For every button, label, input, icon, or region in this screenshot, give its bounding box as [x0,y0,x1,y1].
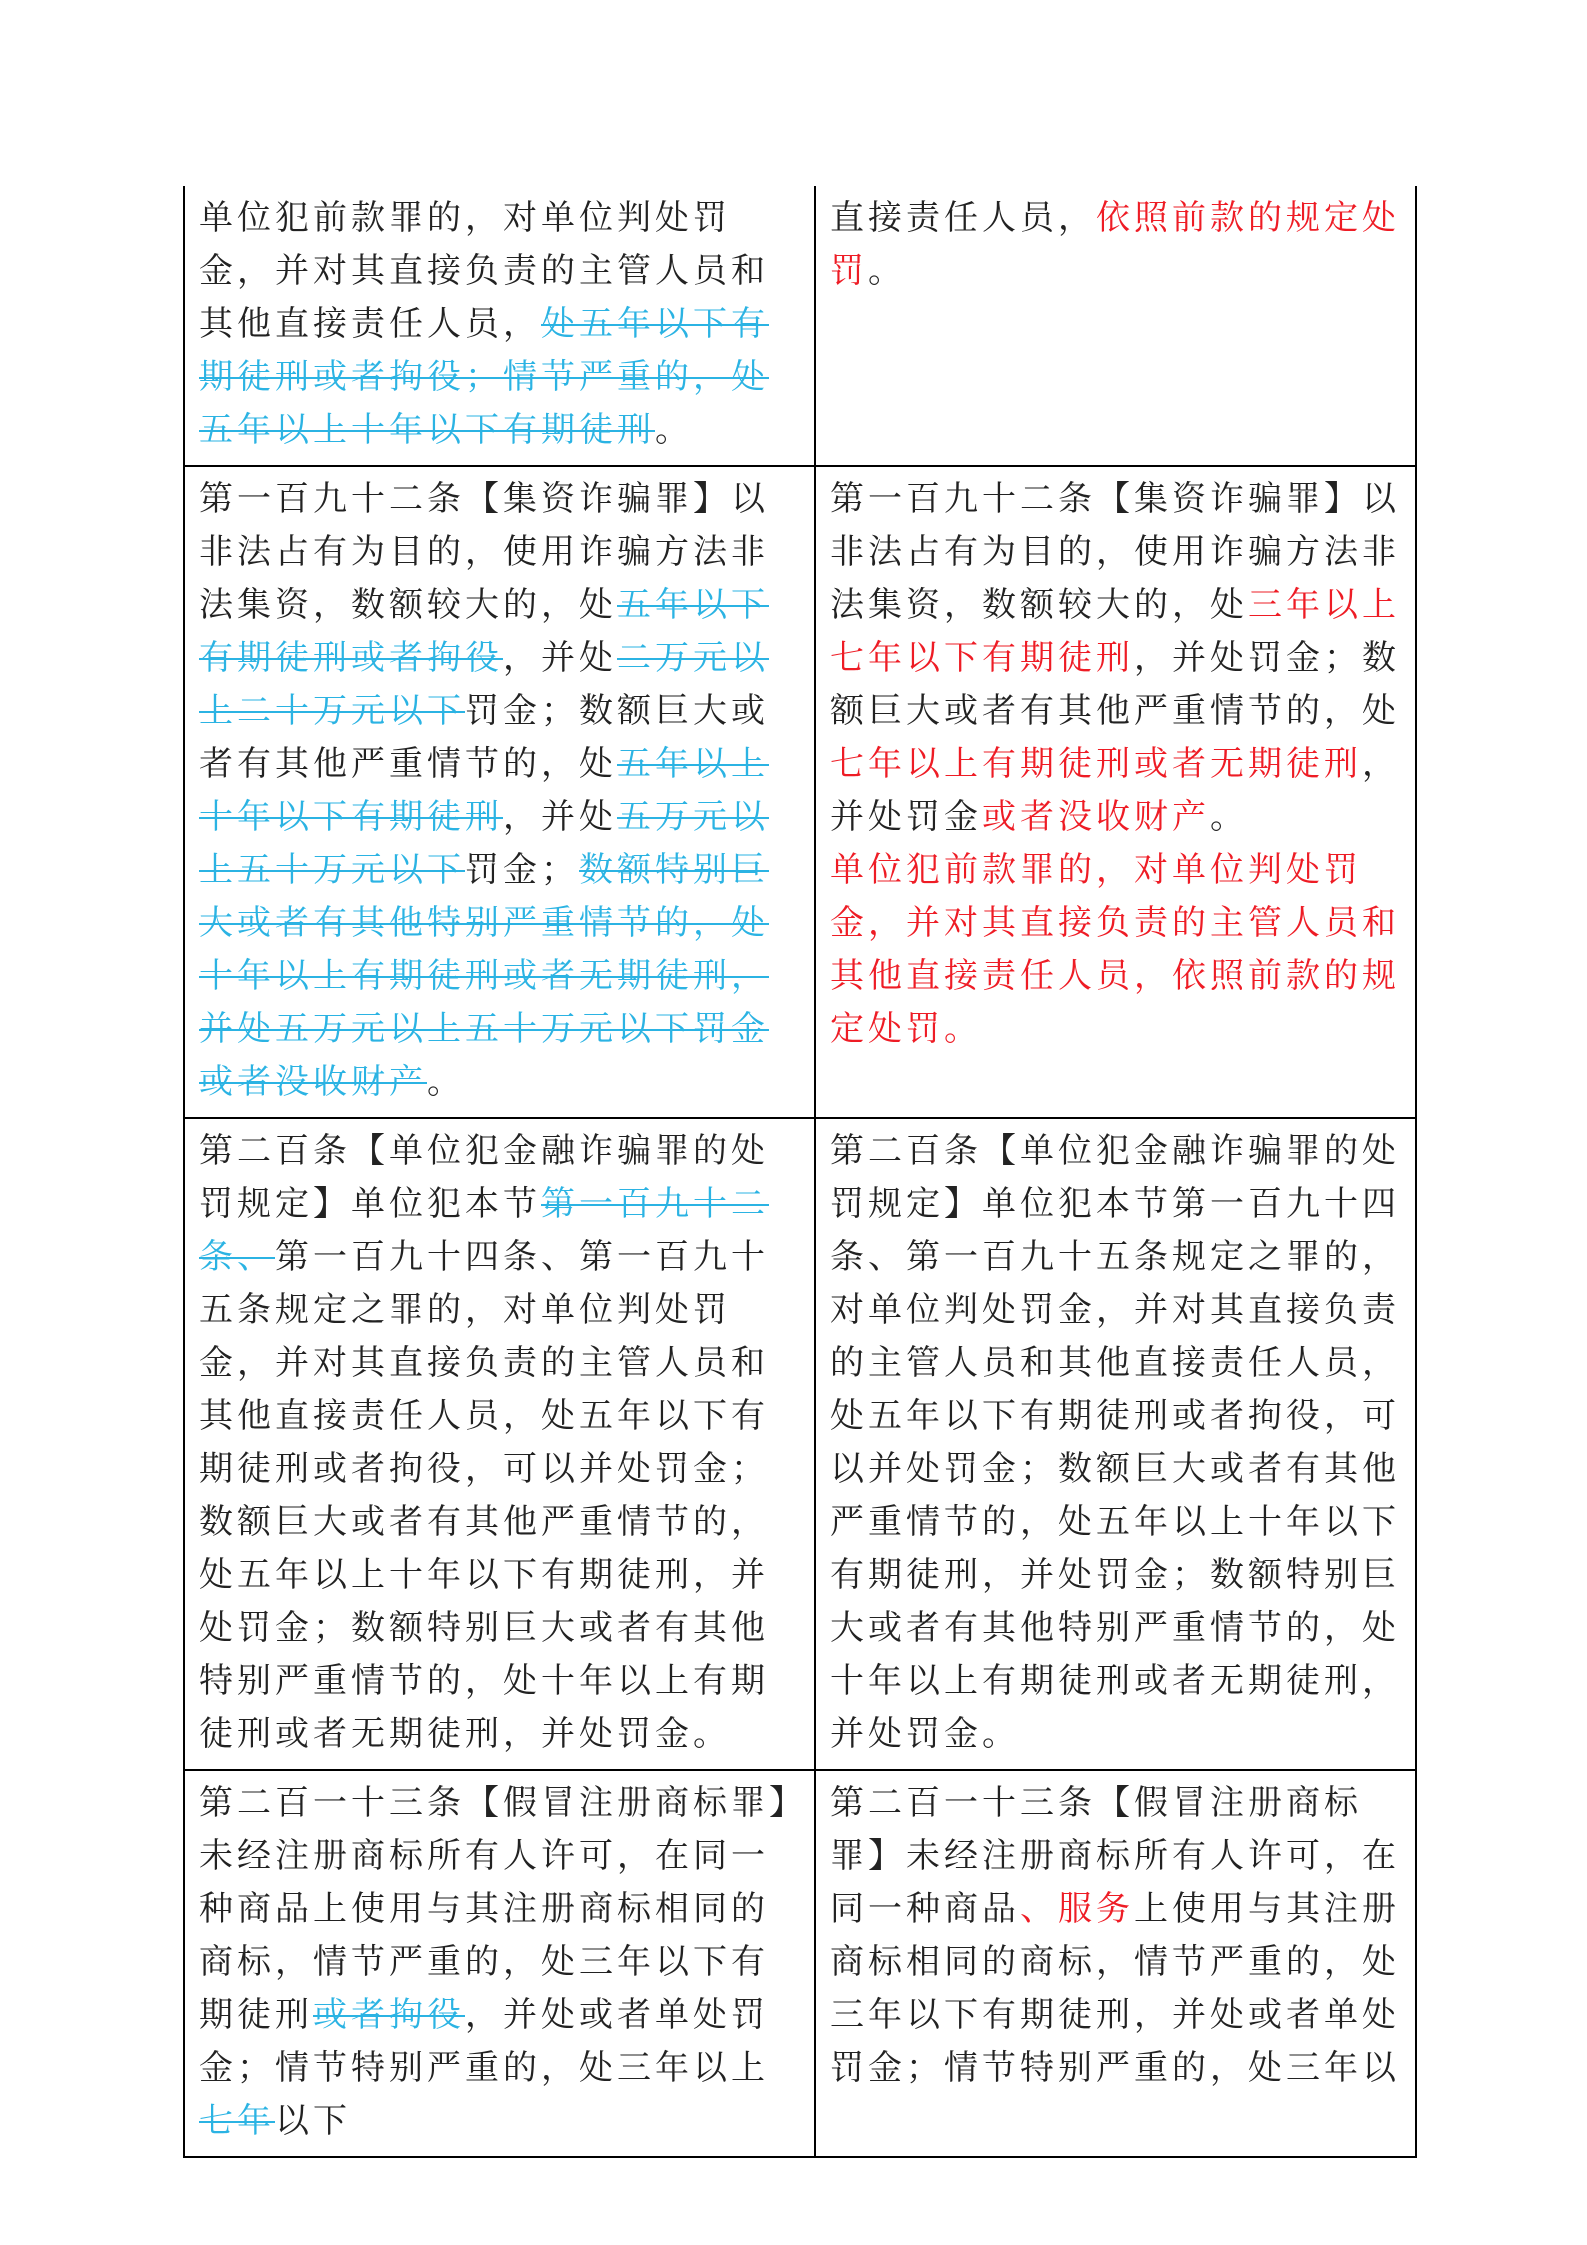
text-segment: ，并处罚金；数额巨大或者有其他严重情节的，处 [830,638,1400,731]
amended-text-cell [815,186,1416,466]
deleted-text: 数额特别巨大或者有其他特别严重情节的，处十年以上有期徒刑或者无期徒刑，并处五万元以上五十万元以下罚金或者没收财产 [199,850,769,1102]
original-text-cell [184,186,815,466]
added-text: 或者没收财产 [982,797,1210,837]
amended-text-cell [815,1118,1416,1770]
amended-text-cell [815,466,1416,1118]
text-segment: ，并处或者单处罚金；情节特别严重的，处三年以上 [199,1995,769,2088]
text-segment: 。 [427,1062,465,1102]
text-segment: 。 [655,410,693,450]
added-text: 七年以上有期徒刑或者无期徒刑 [830,744,1362,784]
added-text: 、服务 [1020,1889,1134,1929]
text-segment: 罚金；数额巨大或者有其他严重情节的，处 [199,691,769,784]
original-text-cell [184,1118,815,1770]
text-segment: ，并处 [503,638,617,678]
text-segment: 第二百条【单位犯金融诈骗罪的处罚规定】单位犯本节 [199,1131,769,1224]
table-row [184,186,1416,466]
deleted-text: 五万元以上五十万元以下 [199,797,769,890]
text-segment: 第一百九十二条【集资诈骗罪】以非法占有为目的，使用诈骗方法非法集资，数额较大的，处 [830,479,1400,625]
text-segment: 上使用与其注册商标相同的商标，情节严重的，处三年以下有期徒刑，并处或者单处罚金；情节特别严重的，处三年以 [830,1889,1400,2088]
text-segment: ，并处 [503,797,617,837]
deleted-text: 五年以下有期徒刑或者拘役 [199,585,769,678]
deleted-text: 五年以上十年以下有期徒刑 [199,744,769,837]
text-segment: 。 [868,251,906,291]
table-row [184,466,1416,1118]
text-segment: 第一百九十二条【集资诈骗罪】以非法占有为目的，使用诈骗方法非法集资，数额较大的，处 [199,479,769,625]
text-segment: 第二百一十三条【假冒注册商标罪】未经注册商标所有人许可，在同一种商品上使用与其注册商标相同的商标，情节严重的，处三年以下有期徒刑 [199,1783,790,2035]
comparison-table [183,186,1417,2158]
text-segment: 第一百九十四条、第一百九十五条规定之罪的，对单位判处罚金，并对其直接负责的主管人员和其他直接责任人员，处五年以下有期徒刑或者拘役，可以并处罚金；数额巨大或者有其他严重情节的，处五年以上十年以下有期徒刑，并处罚金；数额特别巨大或者有其他特别严重情节的，处十年以上有期徒刑或者无期徒刑，并处罚金。 [199,1237,769,1754]
original-text-cell [184,466,815,1118]
deleted-text: 二万元以上二十万元以下 [199,638,769,731]
table-row [184,1118,1416,1770]
added-text: 三年以上七年以下有期徒刑 [830,585,1400,678]
table-row [184,1770,1416,2157]
text-segment: 。 [1210,797,1248,837]
added-text: 单位犯前款罪的，对单位判处罚金，并对其直接负责的主管人员和其他直接责任人员，依照前款的规定处罚。 [830,850,1400,1049]
text-segment: 以下 [275,2101,351,2141]
table-body [184,186,1416,2157]
amended-text-cell [815,1770,1416,2157]
deleted-text: 第一百九十二条、 [199,1184,769,1277]
text-segment: 第二百一十三条【假冒注册商标罪】未经注册商标所有人许可，在同一种商品 [830,1783,1400,1929]
text-segment: 罚金； [465,850,579,890]
text-segment: 单位犯前款罪的，对单位判处罚金，并对其直接负责的主管人员和其他直接责任人员， [199,198,769,344]
text-segment: ，并处罚金 [830,744,1400,837]
original-text-cell [184,1770,815,2157]
deleted-text: 七年 [199,2101,275,2141]
text-segment: 第二百条【单位犯金融诈骗罪的处罚规定】单位犯本节第一百九十四条、第一百九十五条规定之罪的，对单位判处罚金，并对其直接负责的主管人员和其他直接责任人员，处五年以下有期徒刑或者拘役，可以并处罚金；数额巨大或者有其他严重情节的，处五年以上十年以下有期徒刑，并处罚金；数额特别巨大或者有其他特别严重情节的，处十年以上有期徒刑或者无期徒刑，并处罚金。 [830,1131,1400,1754]
deleted-text: 或者拘役 [313,1995,465,2035]
deleted-text: 处五年以下有期徒刑或者拘役；情节严重的，处五年以上十年以下有期徒刑 [199,304,769,450]
text-segment: 直接责任人员， [830,198,1096,238]
added-text: 依照前款的规定处罚 [830,198,1400,291]
